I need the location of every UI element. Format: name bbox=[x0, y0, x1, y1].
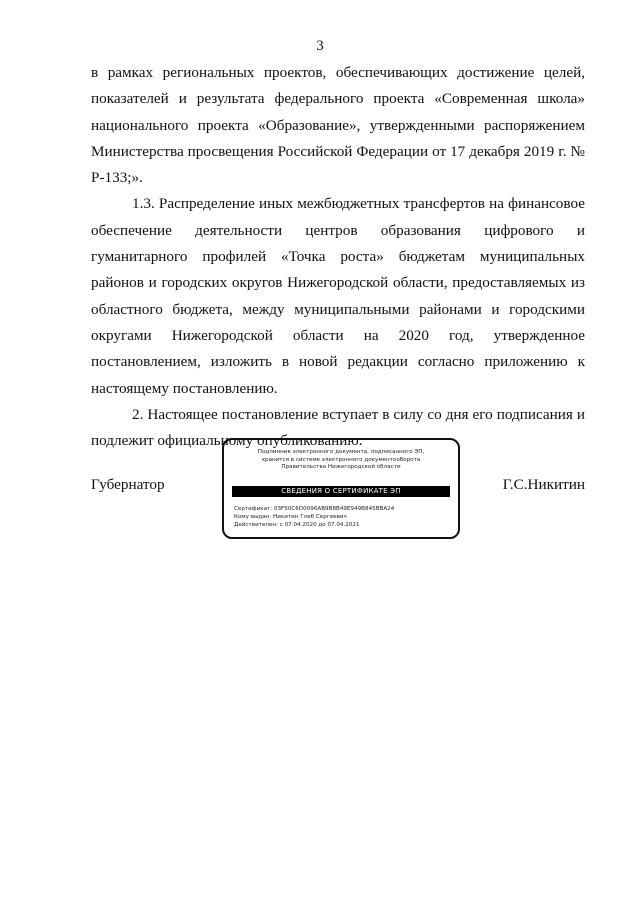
signatory-title: Губернатор bbox=[91, 476, 165, 493]
paragraph-continuation: в рамках региональных проектов, обеспечивающих достижение целей, показателей и результата федерального проекта «Современная школа» национального проекта «Образование», утвержденными распоряжением Министерства просвещения Российской Федерации от 17 декабря 2019 г. № Р-133;». bbox=[91, 64, 585, 187]
document-body bbox=[91, 60, 585, 454]
stamp-header-line: Правительства Нижегородской области bbox=[281, 464, 401, 471]
paragraph-item-1-3: 1.3. Распределение иных межбюджетных трансфертов на финансовое обеспечение деятельности центров образования цифрового и гуманитарного профилей «Точка роста» бюджетам муниципальных районов и городских округов Нижегородской области, предоставляемых из областного бюджета, между муниципальными районами и городскими округами Нижегородской области на 2020 год, утвержденное постановлением, изложить в новой редакции согласно приложению к настоящему постановлению. bbox=[91, 195, 585, 397]
signatory-name: Г.С.Никитин bbox=[502, 476, 585, 493]
stamp-certificate-number: Сертификат: 03F50C6D0096AB9B8B49E949B845BBA24 bbox=[234, 506, 395, 512]
page-number: 3 bbox=[316, 38, 324, 54]
paragraph-item-2: 2. Настоящее постановление вступает в силу со дня его подписания и подлежит официальному опубликованию. bbox=[91, 405, 585, 450]
stamp-header-line: Подлинник электронного документа, подписанного ЭП, bbox=[257, 449, 425, 455]
stamp-header-line: хранится в системе электронного документооборота bbox=[261, 456, 421, 463]
stamp-header bbox=[224, 449, 458, 472]
stamp-details bbox=[234, 505, 394, 530]
electronic-signature-stamp bbox=[222, 438, 460, 539]
stamp-validity: Действителен: с 07.04.2020 до 07.04.2021 bbox=[234, 522, 360, 529]
stamp-issued-to: Кому выдан: Никитин Глеб Сергеевич bbox=[234, 514, 347, 521]
stamp-certificate-bar: СВЕДЕНИЯ О СЕРТИФИКАТЕ ЭП bbox=[232, 486, 450, 497]
